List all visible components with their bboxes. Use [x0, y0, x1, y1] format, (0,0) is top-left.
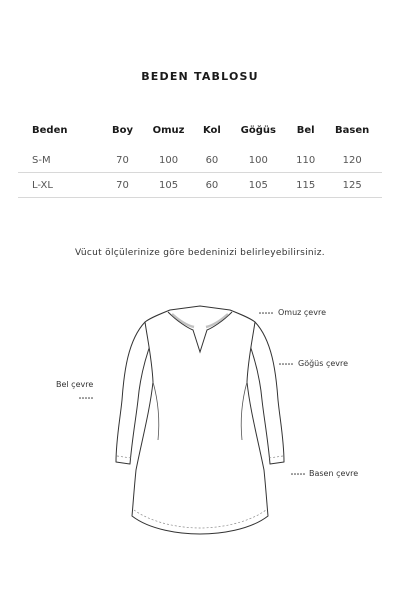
header-basen: Basen: [335, 124, 370, 136]
table-cell: 105: [159, 179, 179, 191]
table-cell: 60: [205, 154, 219, 166]
page-title: BEDEN TABLOSU: [141, 70, 259, 83]
waist-pointer: [79, 397, 93, 399]
table-cell: 100: [159, 154, 179, 166]
chest-pointer: [279, 363, 293, 365]
header-bel: Bel: [296, 124, 315, 136]
table-cell: 105: [248, 179, 268, 191]
table-cell: 115: [296, 179, 316, 191]
table-cell: 125: [342, 179, 362, 191]
label-hip: Basen çevre: [309, 469, 359, 478]
label-chest: Göğüs çevre: [298, 359, 349, 368]
hip-pointer: [291, 473, 305, 475]
table-cell: 110: [296, 154, 316, 166]
label-shoulder: Omuz çevre: [278, 308, 326, 317]
table-cell: 120: [342, 154, 362, 166]
table-cell: 70: [116, 154, 129, 166]
shoulder-pointer: [259, 312, 273, 314]
header-kol: Kol: [202, 124, 221, 136]
header-beden: Beden: [32, 124, 68, 136]
header-boy: Boy: [112, 124, 134, 136]
table-cell: 100: [248, 154, 268, 166]
table-cell: 60: [205, 179, 219, 191]
table-cell: S-M: [32, 154, 51, 166]
table-cell: L-XL: [32, 179, 53, 191]
header-omuz: Omuz: [152, 124, 185, 136]
header-gogus: Göğüs: [240, 124, 276, 136]
size-note: Vücut ölçülerinize göre bedeninizi belirleyebilirsiniz.: [75, 248, 325, 258]
label-waist: Bel çevre: [56, 380, 94, 389]
table-cell: 70: [116, 179, 129, 191]
dress-body: [132, 306, 268, 534]
